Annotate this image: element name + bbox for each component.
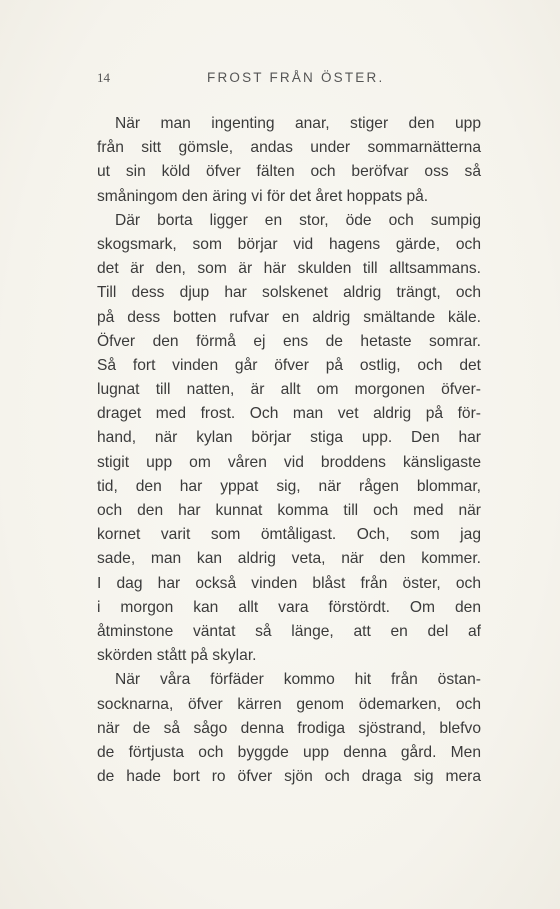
text-line: de förtjusta och byggde upp denna gård. Men <box>97 743 481 761</box>
text-line: när de så sågo denna frodiga sjöstrand, blefvo <box>97 719 481 737</box>
text-line: ut sin köld öfver fälten och beröfvar oss så <box>97 163 481 181</box>
text-line: och den har kunnat komma till och med när <box>97 502 481 519</box>
text-line: de hade bort ro öfver sjön och draga sig mera <box>97 768 481 786</box>
text-line: skörden stått på skylar. <box>97 647 257 665</box>
text-line: åtminstone väntat så länge, att en del af <box>97 622 481 640</box>
text-line: från sitt gömsle, andas under sommarnätterna <box>97 139 481 157</box>
text-line: När våra förfäder kommo hit från östan- <box>115 671 481 689</box>
text-line: på dess botten rufvar en aldrig smältande käle. <box>97 308 481 326</box>
text-line: När man ingenting anar, stiger den upp <box>115 115 481 132</box>
text-line: i morgon kan allt vara förstördt. Om den <box>97 598 481 616</box>
text-line: socknarna, öfver kärren genom ödemarken, och <box>97 695 481 713</box>
text-line: lugnat till natten, är allt om morgonen öfver- <box>97 381 481 399</box>
text-line: det är den, som är här skulden till alltsammans. <box>97 260 481 278</box>
running-head <box>97 70 481 90</box>
text-line: kornet varit som ömtåligast. Och, som jag <box>97 526 481 544</box>
text-line: stigit upp om våren vid broddens känsligaste <box>97 453 481 471</box>
page-number: 14 <box>97 70 110 85</box>
text-line: sade, man kan aldrig veta, när den kommer. <box>97 550 481 568</box>
text-line: småningom den äring vi för det året hoppats på. <box>97 187 429 205</box>
text-line: draget med frost. Och man vet aldrig på för- <box>97 405 481 423</box>
body-text <box>97 112 481 789</box>
text-line: hand, när kylan börjar stiga upp. Den har <box>97 429 481 447</box>
text-line: Till dess djup har solskenet aldrig trängt, och <box>97 284 481 302</box>
text-line: Så fort vinden går öfver på ostlig, och det <box>97 356 481 374</box>
text-line: Öfver den förmå ej ens de hetaste somrar. <box>97 332 481 350</box>
text-line: skogsmark, som börjar vid hagens gärde, och <box>97 235 481 253</box>
text-line: I dag har också vinden blåst från öster, och <box>97 574 481 592</box>
running-title: FROST FRÅN ÖSTER. <box>207 70 385 85</box>
text-line: Där borta ligger en stor, öde och sumpig <box>115 211 481 229</box>
text-line: tid, den har yppat sig, när rågen blommar, <box>97 477 481 495</box>
